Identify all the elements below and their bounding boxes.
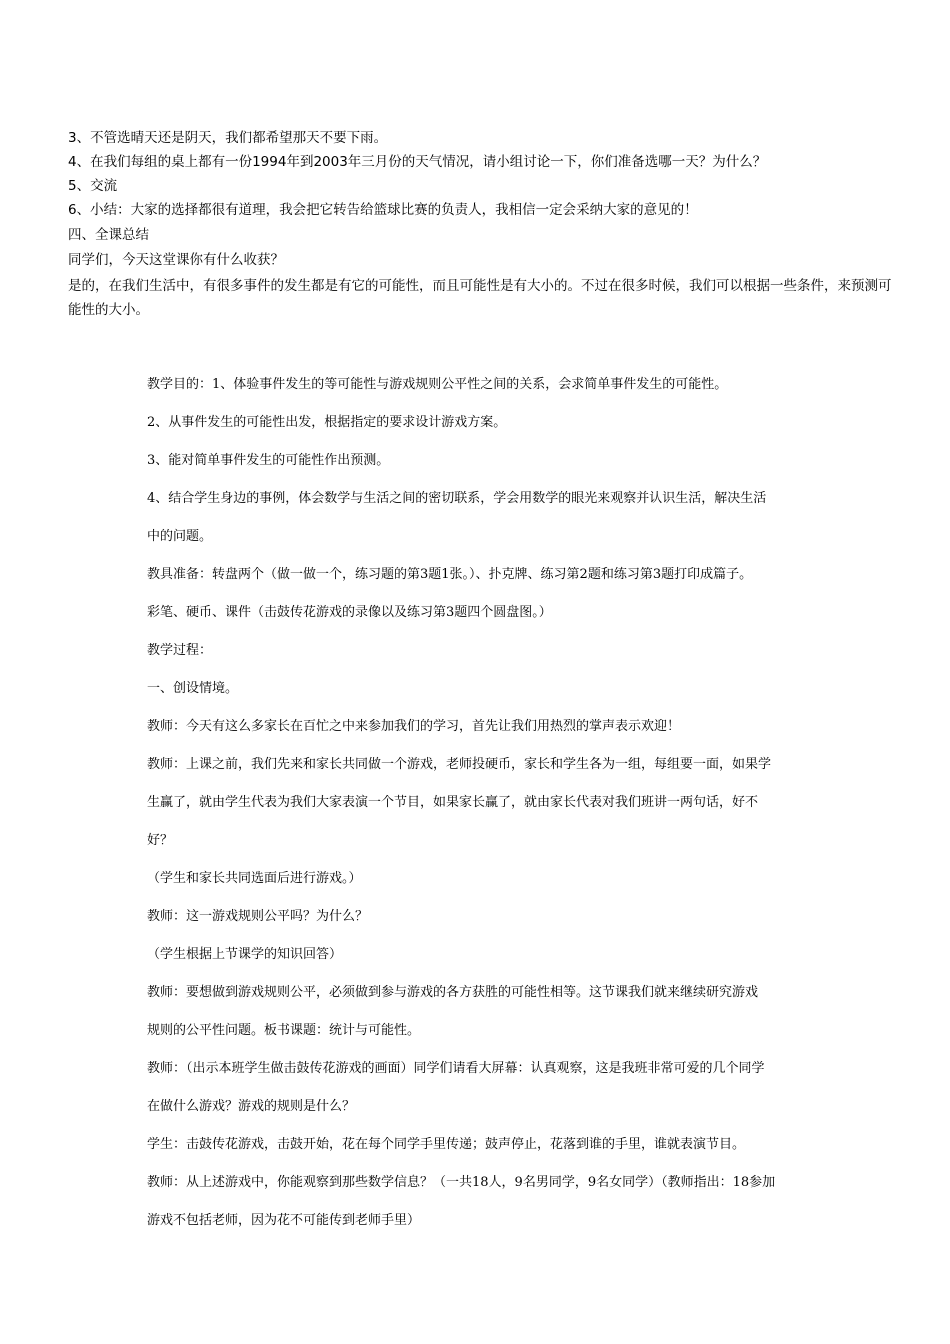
- lesson-line-15: 教师：这一游戏规则公平吗？为什么？: [147, 909, 369, 924]
- lesson-line-11: 教师：上课之前，我们先来和家长共同做一个游戏，老师投硬币，家长和学生各为一组，每组要一面，如果学: [147, 757, 772, 772]
- teaching-goal-line-2: 2、从事件发生的可能性出发，根据指定的要求设计游戏方案。: [147, 415, 507, 430]
- top-line-3: 5、交流: [68, 178, 118, 194]
- lesson-line-20: 在做什么游戏？游戏的规则是什么？: [147, 1099, 356, 1114]
- lesson-line-10: 教师：今天有这么多家长在百忙之中来参加我们的学习，首先让我们用热烈的掌声表示欢迎！: [147, 719, 681, 734]
- lesson-line-22: 教师：从上述游戏中，你能观察到那些数学信息？（一共18人，9名男同学，9名女同学）（教师指出：18参加: [147, 1175, 776, 1190]
- top-line-6: 同学们，今天这堂课你有什么收获？: [68, 252, 284, 268]
- top-line-1: 3、不管选晴天还是阴天，我们都希望那天不要下雨。: [68, 130, 388, 146]
- top-line-2: 4、在我们每组的桌上都有一份1994年到2003年三月份的天气情况，请小组讨论一下，你们准备选哪一天？为什么？: [68, 154, 767, 170]
- teaching-goal-line-1: 教学目的：1、体验事件发生的等可能性与游戏规则公平性之间的关系，会求简单事件发生的可能性。: [147, 377, 728, 392]
- section-heading-summary: 四、全课总结: [68, 227, 149, 243]
- materials-line-1: 教具准备：转盘两个（做一做一个，练习题的第3题1张。）、扑克牌、练习第2题和练习第3题打印成篇子。: [147, 567, 753, 582]
- process-heading: 教学过程：: [147, 643, 213, 658]
- materials-line-2: 彩笔、硬币、课件（击鼓传花游戏的录像以及练习第3题四个圆盘图。）: [147, 605, 552, 620]
- top-line-4: 6、小结：大家的选择都很有道理，我会把它转告给篮球比赛的负责人，我相信一定会采纳大家的意见的！: [68, 202, 698, 218]
- lesson-line-16: （学生根据上节课学的知识回答）: [147, 947, 343, 962]
- lesson-line-18: 规则的公平性问题。板书课题：统计与可能性。: [147, 1023, 421, 1038]
- teaching-goal-line-5: 中的问题。: [147, 529, 213, 544]
- lesson-line-17: 教师：要想做到游戏规则公平，必须做到参与游戏的各方获胜的可能性相等。这节课我们就来继续研究游戏: [147, 985, 759, 1000]
- section-heading-situation: 一、创设情境。: [147, 681, 239, 696]
- lesson-line-23: 游戏不包括老师，因为花不可能传到老师手里）: [147, 1213, 421, 1228]
- lesson-line-21: 学生：击鼓传花游戏，击鼓开始，花在每个同学手里传递；鼓声停止，花落到谁的手里，谁就表演节目。: [147, 1137, 746, 1152]
- lesson-line-14: （学生和家长共同选面后进行游戏。）: [147, 871, 362, 886]
- lesson-line-12: 生赢了，就由学生代表为我们大家表演一个节目，如果家长赢了，就由家长代表对我们班讲一两句话，好不: [147, 795, 759, 810]
- lesson-line-19: 教师：（出示本班学生做击鼓传花游戏的画面）同学们请看大屏幕：认真观察，这是我班非常可爱的几个同学: [147, 1061, 765, 1076]
- teaching-goal-line-3: 3、能对简单事件发生的可能性作出预测。: [147, 453, 390, 468]
- lesson-line-13: 好？: [147, 833, 174, 848]
- teaching-goal-line-4: 4、结合学生身边的事例，体会数学与生活之间的密切联系，学会用数学的眼光来观察并认识生活，解决生活: [147, 491, 767, 506]
- summary-paragraph: 是的，在我们生活中，有很多事件的发生都是有它的可能性，而且可能性是有大小的。不过在很多时候，我们可以根据一些条件，来预测可能性的大小。: [68, 278, 892, 318]
